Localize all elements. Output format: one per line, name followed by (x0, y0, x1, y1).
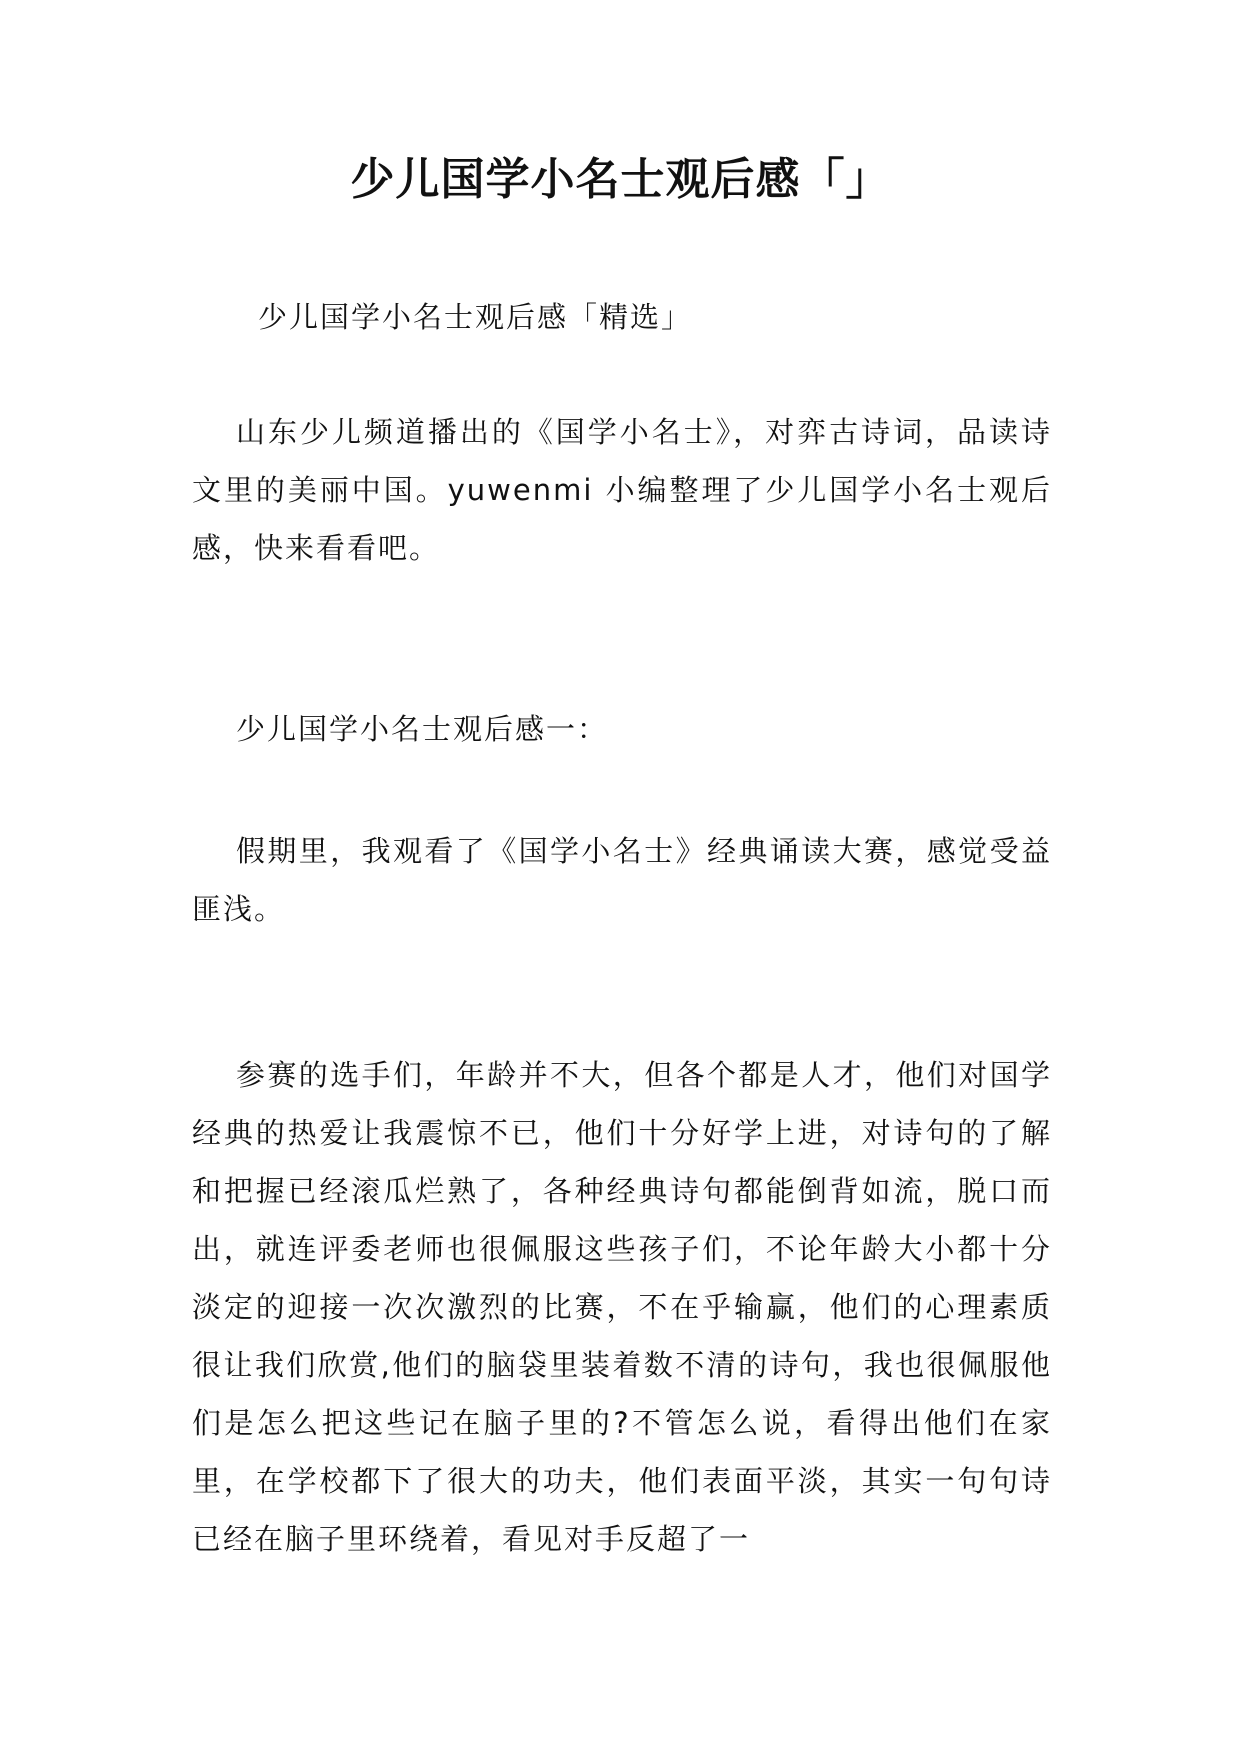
document-title: 少儿国学小名士观后感「」 (350, 154, 891, 205)
section-heading: 少儿国学小名士观后感一： (236, 712, 609, 746)
document-subtitle: 少儿国学小名士观后感「精选」 (258, 300, 693, 334)
paragraph-intro: 山东少儿频道播出的《国学小名士》，对弈古诗词，品读诗文里的美丽中国。yuwenmi 小编整理了少儿国学小名士观后感，快来看看吧。 (192, 415, 1052, 565)
paragraph-body: 假期里，我观看了《国学小名士》经典诵读大赛，感觉受益匪浅。 (192, 834, 1052, 926)
paragraph-body: 参赛的选手们，年龄并不大，但各个都是人才，他们对国学经典的热爱让我震惊不已，他们十分好学上进，对诗句的了解和把握已经滚瓜烂熟了，各种经典诗句都能倒背如流，脱口而出，就连评委老师也很佩服这些孩子们，不论年龄大小都十分淡定的迎接一次次激烈的比赛，不在乎输赢，他们的心理素质很让我们欣赏,他们的脑袋里装着数不清的诗句，我也很佩服他们是怎么把这些记在脑子里的?不管怎么说，看得出他们在家里，在学校都下了很大的功夫，他们表面平淡，其实一句句诗已经在脑子里环绕着，看见对手反超了一 (192, 1058, 1052, 1556)
